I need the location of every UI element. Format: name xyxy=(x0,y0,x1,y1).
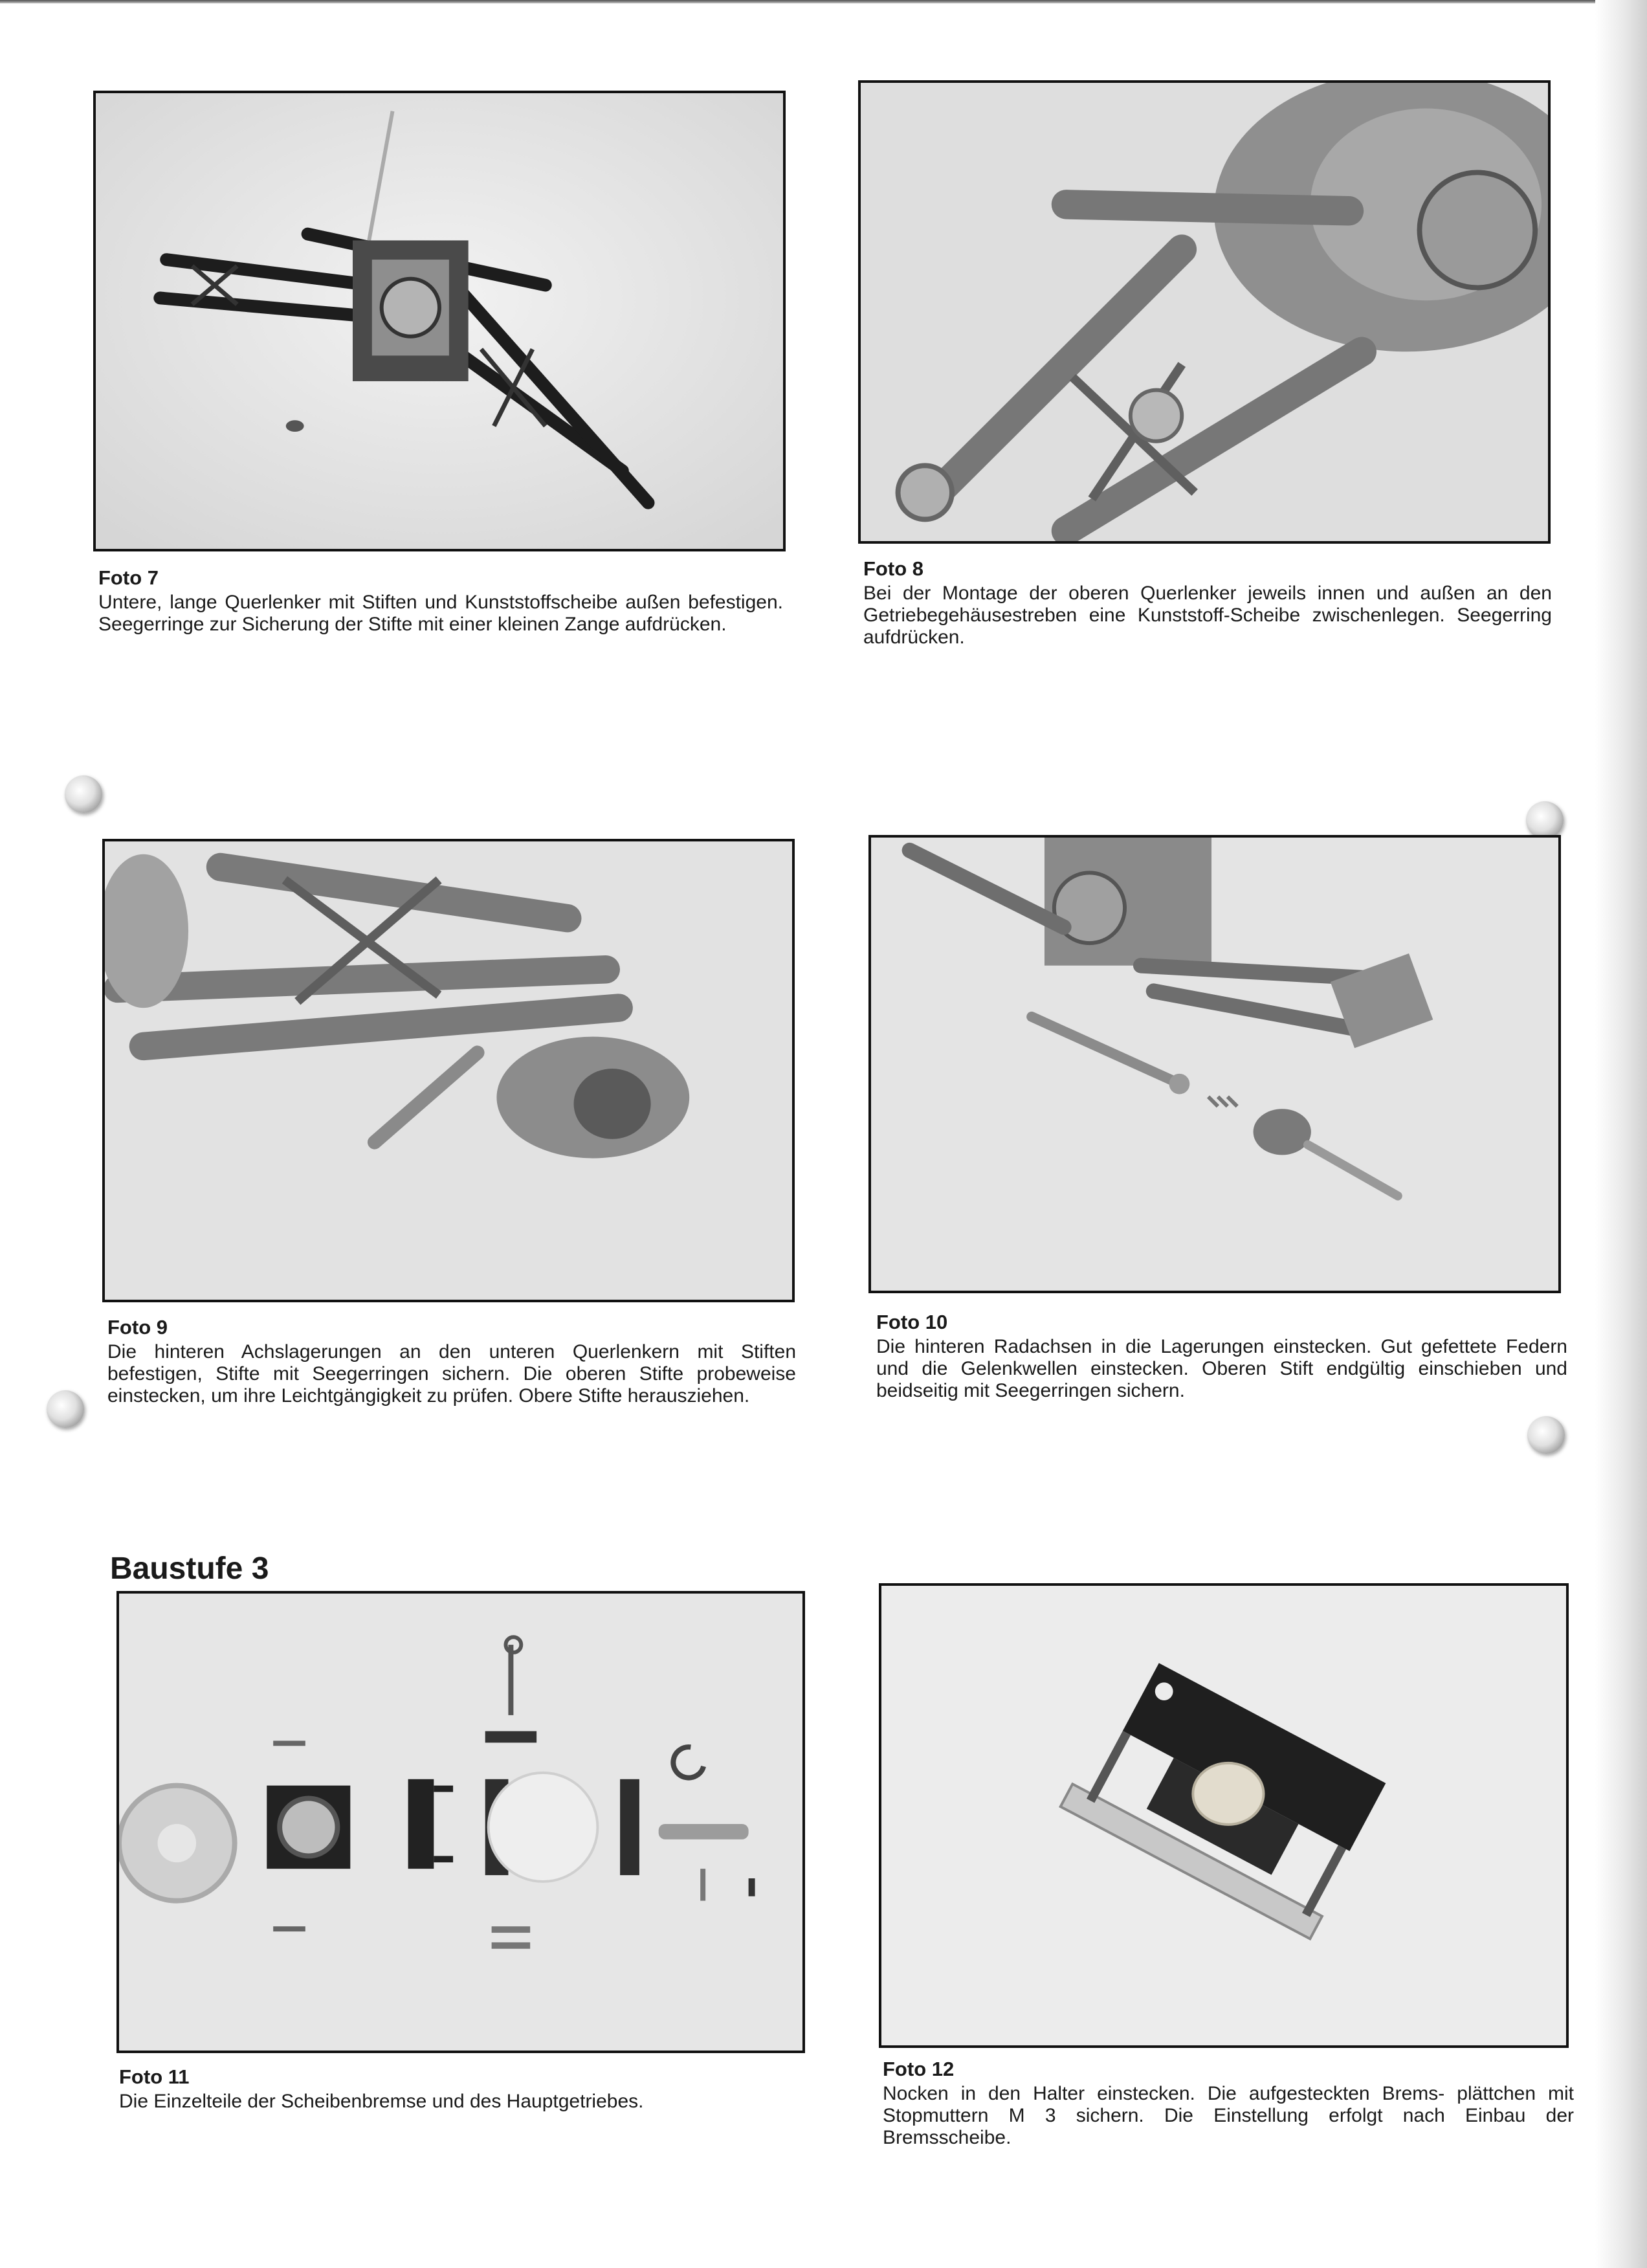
photo-7-caption xyxy=(98,567,783,636)
photo-7-title: Foto 7 xyxy=(98,566,159,589)
punch-hole-left-upper xyxy=(65,775,102,813)
photo-12 xyxy=(879,1583,1569,2048)
photo-8-title: Foto 8 xyxy=(863,557,923,580)
section-heading: Baustufe 3 xyxy=(110,1551,269,1586)
photo-11-text: Die Einzelteile der Scheibenbremse und des Hauptgetriebes. xyxy=(119,2091,644,2112)
photo-11-image xyxy=(119,1594,802,2051)
photo-12-caption xyxy=(883,2058,1574,2149)
photo-7-image xyxy=(96,93,783,549)
photo-11 xyxy=(116,1591,805,2053)
photo-10-text: Die hinteren Radachsen in die Lagerungen einstecken. Gut gefettete Federn und die Gelenkwellen einstecken. Oberen Stift endgültig einschieben und beidseitig mit Seegerringen sichern. xyxy=(876,1336,1567,1401)
photo-12-title: Foto 12 xyxy=(883,2058,955,2080)
photo-10-caption xyxy=(876,1311,1567,1402)
photo-9-caption xyxy=(107,1317,796,1407)
photo-9-image xyxy=(105,841,792,1300)
photo-8-caption xyxy=(863,558,1552,649)
photo-10-title: Foto 10 xyxy=(876,1311,948,1333)
photo-12-image xyxy=(881,1586,1566,2045)
punch-hole-right-upper xyxy=(1526,801,1564,839)
photo-8 xyxy=(858,80,1551,544)
punch-hole-left-lower xyxy=(47,1390,84,1428)
punch-hole-right-lower xyxy=(1527,1416,1565,1454)
photo-10 xyxy=(868,835,1561,1293)
page-edge-shadow xyxy=(1595,0,1647,2268)
photo-9 xyxy=(102,839,795,1302)
photo-11-title: Foto 11 xyxy=(119,2065,190,2088)
photo-7 xyxy=(93,91,786,551)
photo-8-text: Bei der Montage der oberen Querlenker jeweils innen und außen an den Getriebegehäusestreben eine Kunststoff-Scheibe zwischenlegen. Seegerring aufdrücken. xyxy=(863,583,1552,648)
photo-8-image xyxy=(861,83,1548,541)
top-edge-rule xyxy=(0,0,1647,4)
photo-11-caption xyxy=(119,2066,805,2113)
photo-7-text: Untere, lange Querlenker mit Stiften und Kunststoffscheibe außen befestigen. Seegerringe zur Sicherung der Stifte mit einer kleinen Zange aufdrücken. xyxy=(98,592,783,635)
photo-10-image xyxy=(871,838,1558,1291)
photo-9-text: Die hinteren Achslagerungen an den unteren Querlenkern mit Stiften befestigen, Stifte mit Seegerringen sichern. Die oberen Stifte probeweise einstecken, um ihre Leichtgängigkeit zu prüfen. Obere Stifte herausziehen. xyxy=(107,1341,796,1406)
photo-12-text: Nocken in den Halter einstecken. Die aufgesteckten Brems- plättchen mit Stopmuttern M 3 sichern. Die Einstellung erfolgt nach Einbau der Bremsscheibe. xyxy=(883,2083,1574,2148)
photo-9-title: Foto 9 xyxy=(107,1316,168,1339)
